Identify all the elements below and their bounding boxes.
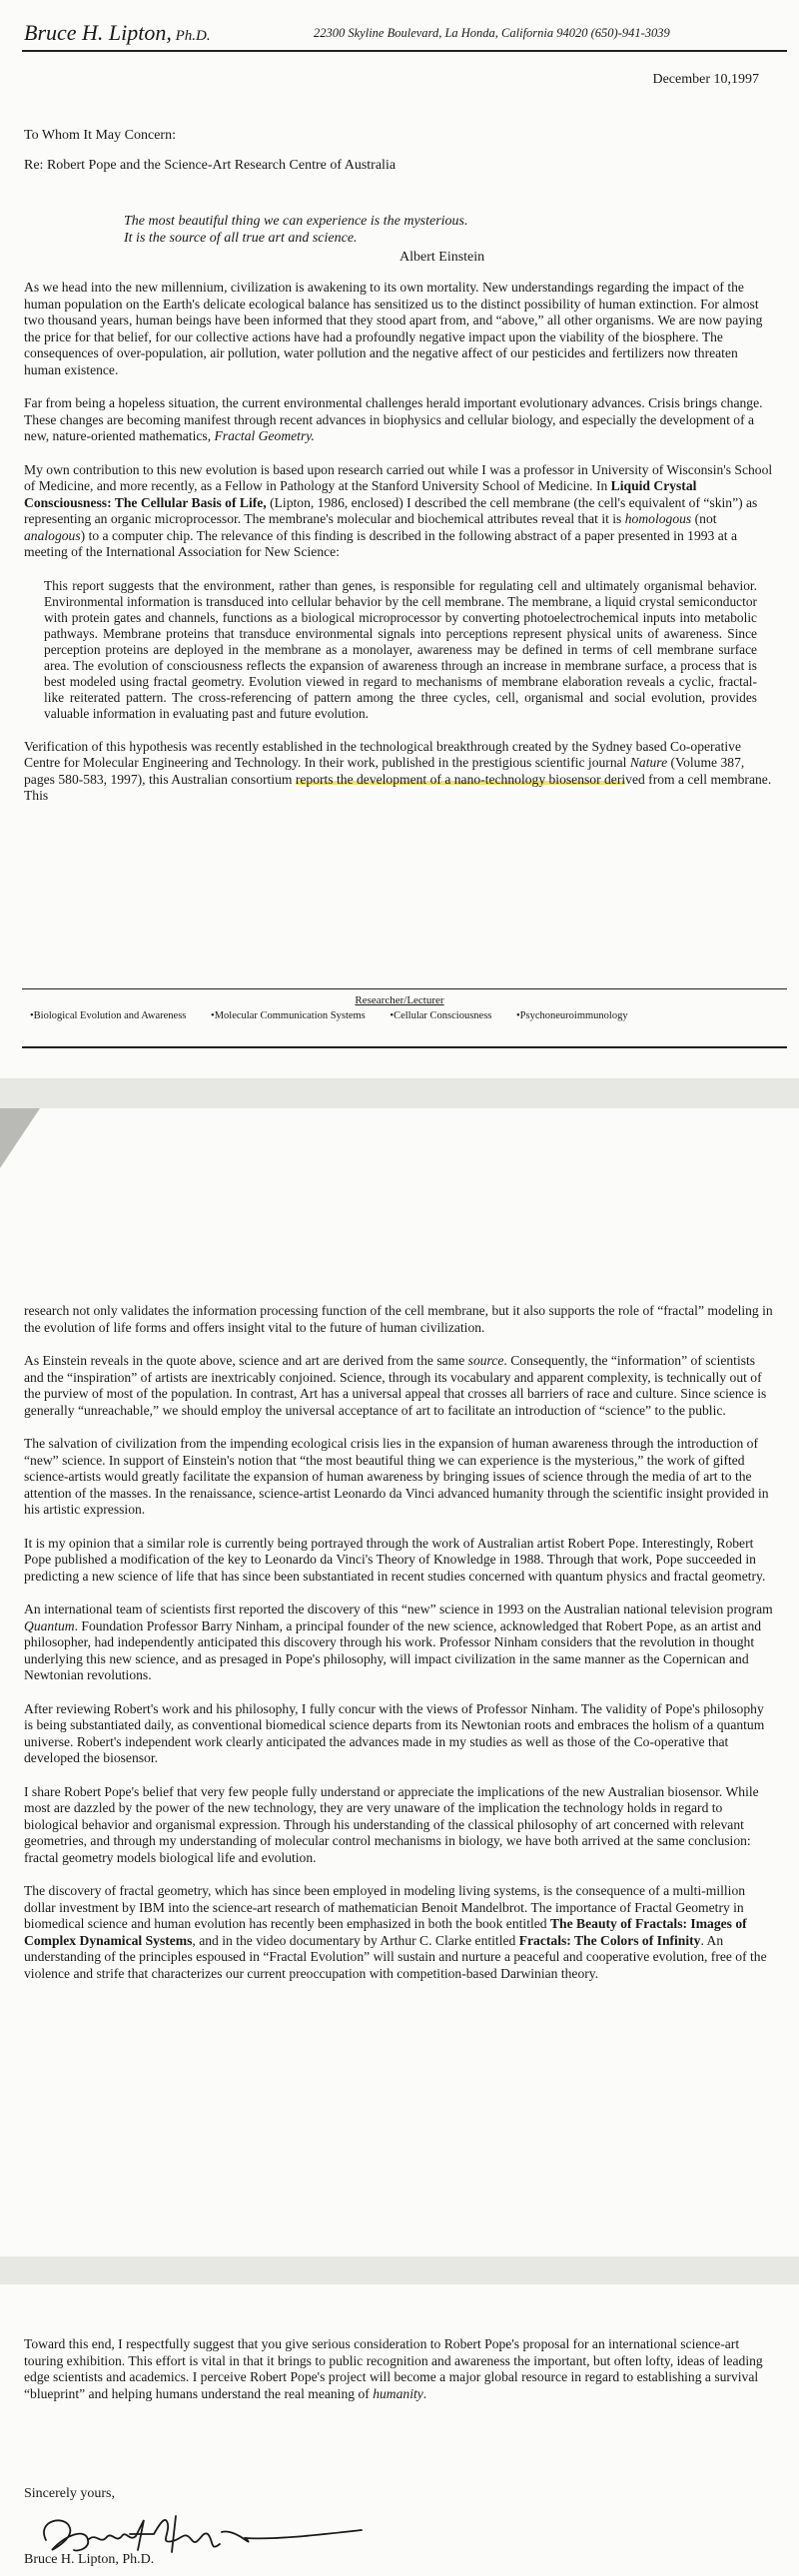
page-gap xyxy=(0,1078,799,1108)
bottom-rule xyxy=(22,1046,787,1048)
letter-body-page-3 xyxy=(24,2336,775,2419)
paragraph: I share Robert Pope's belief that very few people fully understand or appreciate the implications of the new Australian biosensor. While most are dazzled by the power of the new technology, they are very unaware of the implication the technology holds in regard to biological behavior and organismal expression. Through his understanding of the classical philosophy of art concerned with relevant geometries, and through my understanding of molecular control mechanisms in biology, we have both arrived at the same conclusion: fractal geometry models biological life and evolution. xyxy=(24,1783,759,1865)
subject-line: Re: Robert Pope and the Science-Art Research Centre of Australia xyxy=(24,158,397,173)
paragraph: Far from being a hopeless situation, the current environmental challenges herald important evolutionary advances. Crisis brings change. These changes are becoming manifest through recent advances in biophysics and cellular biology, and especially the development of a new, nature-oriented mathematics, Fractal Geometry. xyxy=(24,395,763,443)
letter-date: December 10,1997 xyxy=(652,72,759,87)
salutation: To Whom It May Concern: xyxy=(24,128,176,143)
quote-author: Albert Einstein xyxy=(400,250,485,265)
paragraph: Verification of this hypothesis was recently established in the technological breakthrough created by the Sydney based Co-operative Centre for Molecular Engineering and Technology. In their work, published in the prestigious scientific journal Nature (Volume 387, pages 580-583, 1997), this Australian consortium reports the development of a nano-technology biosensor derived from a cell membrane. This xyxy=(24,738,772,803)
footer-title: Researcher/Lecturer xyxy=(355,994,444,1006)
footer-topic: •Biological Evolution and Awareness xyxy=(30,1010,187,1021)
paragraph: research not only validates the information processing function of the cell membrane, but it also supports the role of “fractal” modeling in the evolution of life forms and offers insight vital to the future of human civilization. xyxy=(24,1303,773,1335)
page-fold-corner xyxy=(0,1108,40,1168)
footer-topic: •Molecular Communication Systems xyxy=(211,1010,366,1021)
paragraph: My own contribution to this new evolution is based upon research carried out while I was a professor in University of Wisconsin's School of Medicine, and more recently, as a Fellow in Pathology at the Stanford University School of Medicine. In Liquid Crystal Consciousness: The Cellular Basis of Life, (Lipton, 1986, enclosed) I described the cell membrane (the cell's equivalent of “skin”) as representing an organic microprocessor. The membrane's molecular and biochemical attributes reveal that it is homologous (not analogous) to a computer chip. The relevance of this finding is described in the following abstract of a paper presented in 1993 at a meeting of the International Association for New Science: xyxy=(24,461,773,559)
paragraph: Toward this end, I respectfully suggest that you give serious consideration to Robert Pope's proposal for an international science-art touring exhibition. This effort is vital in that it brings to public recognition and awareness the important, but often lofty, ideas of leading edge scientists and academics. I perceive Robert Pope's project will become a major global resource in regard to establishing a survival “blueprint” and helping humans understand the real meaning of humanity. xyxy=(24,2336,763,2401)
letter-body-page-1 xyxy=(24,280,775,822)
paragraph: After reviewing Robert's work and his philosophy, I fully concur with the views of Professor Ninham. The validity of Pope's philosophy is being substantiated daily, as conventional biomedical science departs from its Newtonian roots and embraces the holism of a quantum universe. Robert's independent work clearly anticipated the advances made in my studies as well as those of the Co-operative that developed the biosensor. xyxy=(24,1700,765,1765)
letterhead xyxy=(24,18,783,48)
quote-line-1: The most beautiful thing we can experience is the mysterious. xyxy=(124,214,468,229)
footer-topic: •Cellular Consciousness xyxy=(390,1010,492,1021)
letter-body-page-2 xyxy=(24,1303,775,1999)
page-gap xyxy=(0,2256,799,2284)
footer-rule xyxy=(22,988,787,989)
closing: Sincerely yours, xyxy=(24,2486,115,2501)
footer-topic: •Psychoneuroimmunology xyxy=(516,1010,628,1021)
letter-page-1 xyxy=(0,0,799,1078)
abstract-block: This report suggests that the environment, rather than genes, is responsible for regulating cell and ultimately organismal behavior. Environmental information is transduced into cellular behavior by the cell membrane. The membrane, a liquid crystal semiconductor with protein gates and channels, functions as a biological microprocessor by converting photoelectrochemical inputs into metabolic pathways. Membrane proteins that transduce environmental signals into perceptions represent physical units of awareness. Since perception proteins are deployed in the membrane as a monolayer, awareness may be defined in terms of cell membrane surface area. The evolution of consciousness reflects the expansion of awareness through an increase in membrane surface, a process that is best modeled using fractal geometry. Evolution viewed in regard to mechanisms of membrane elaboration reveals a cyclic, fractal-like reiterated pattern. The cross-referencing of pattern among the three cycles, cell, organismal and social evolution, provides valuable information in evaluating past and future evolution. xyxy=(44,577,757,721)
paragraph: It is my opinion that a similar role is currently being portrayed through the work of Australian artist Robert Pope. Interestingly, Robert Pope published a modification of the key to Leonardo da Vinci's Theory of Knowledge in 1988. Through that work, Pope succeeded in predicting a new science of life that has since been substantiated in recent studies concerned with quantum physics and fractal geometry. xyxy=(24,1535,766,1584)
letterhead-rule xyxy=(22,50,787,52)
paragraph: As we head into the new millennium, civilization is awakening to its own mortality. New understandings regarding the impact of the human population on the Earth's delicate ecological balance has sensitized us to the distinct possibility of human extinction. For almost two thousand years, human beings have been informed that they stood apart from, and “above,” all other organisms. We are now paying the price for that belief, for our collective actions have had a profoundly negative impact upon the viability of the biosphere. The consequences of over-population, air pollution, water pollution and the negative affect of our pesticides and fertilizers now threaten human existence. xyxy=(24,280,763,377)
paragraph: The discovery of fractal geometry, which has since been employed in modeling living systems, is the consequence of a multi-million dollar investment by IBM into the science-art research of mathematician Benoit Mandelbrot. The importance of Fractal Geometry in biomedical science and human evolution has recently been emphasized in both the book entitled The Beauty of Fractals: Images of Complex Dynamical Systems, and in the video documentary by Arthur C. Clarke entitled Fractals: The Colors of Infinity. An understanding of the principles espoused in “Fractal Evolution” will sustain and nurture a peaceful and cooperative evolution, free of the violence and strife that characterizes our current preoccupation with competition-based Darwinian theory. xyxy=(24,1883,767,1981)
footer-topics xyxy=(30,1010,650,1021)
letterhead-address: 22300 Skyline Boulevard, La Honda, California 94020 (650)-941-3039 xyxy=(314,26,670,40)
epigraph-quote xyxy=(124,213,468,247)
paragraph: An international team of scientists first reported the discovery of this “new” science in 1993 on the Australian national television program Quantum. Foundation Professor Barry Ninham, a principal founder of the new science, acknowledged that Robert Pope, as an artist and philosopher, had independently anticipated this discovery through his work. Professor Ninham considers that the revolution in thought underlying this new science, and as presaged in Pope's philosophy, will impact civilization in the same manner as the Copernican and Newtonian revolutions. xyxy=(24,1602,773,1682)
paragraph: The salvation of civilization from the impending ecological crisis lies in the expansion of human awareness through the introduction of “new” science. In support of Einstein's notion that “the most beautiful thing we can experience is the mysterious,” the work of gifted science-artists would greatly facilitate the expansion of human awareness by bringing issues of science through the media of art to the attention of the masses. In the renaissance, science-artist Leonardo da Vinci advanced humanity through the scientific insight provided in his artistic expression. xyxy=(24,1436,769,1517)
paragraph: As Einstein reveals in the quote above, science and art are derived from the same source. Consequently, the “information” of scientists and the “inspiration” of artists are inextricably conjoined. Science, through its vocabulary and apparent complexity, is technically out of the purview of most of the population. In contrast, Art has a universal appeal that crosses all barriers of race and culture. Since science is generally “unreachable,” we should employ the universal acceptance of art to facilitate an introduction of “science” to the public. xyxy=(24,1353,767,1418)
quote-line-2: It is the source of all true art and science. xyxy=(124,231,358,246)
signer-name: Bruce H. Lipton, Ph.D. xyxy=(24,2552,155,2567)
letter-page-2 xyxy=(0,1108,799,2256)
highlighted-text: reports the development of a nano-technology biosensor deri xyxy=(295,771,626,787)
letterhead-name: Bruce H. Lipton, Ph.D. xyxy=(24,20,211,45)
